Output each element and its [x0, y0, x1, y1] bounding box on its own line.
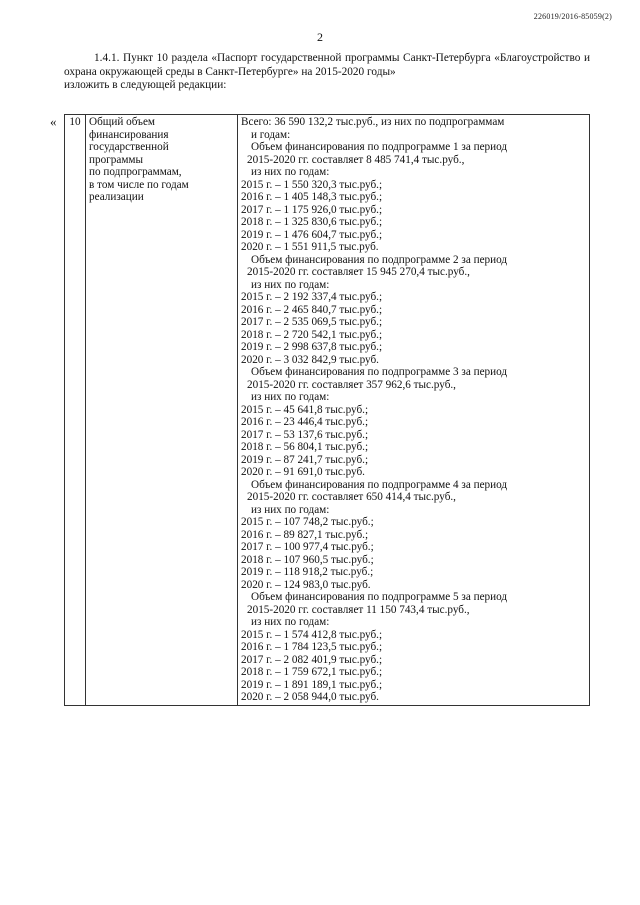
year-amount-line: 2020 г. – 2 058 944,0 тыс.руб. — [241, 691, 379, 703]
subprogram-heading: Объем финансирования по подпрограмме 3 за период — [251, 366, 508, 378]
year-amount-line: 2015 г. – 45 641,8 тыс.руб.; — [241, 403, 369, 416]
year-amount-line: 2017 г. – 2 535 069,5 тыс.руб.; — [241, 316, 383, 328]
year-amount-line: 2016 г. – 2 465 840,7 тыс.руб.; — [241, 303, 383, 316]
subprogram-total: 2015-2020 гг. составляет 650 414,4 тыс.руб., — [247, 491, 456, 503]
year-amount-line: 2015 г. – 1 574 412,8 тыс.руб.; — [241, 628, 383, 641]
year-amount-line: 2019 г. – 1 476 604,7 тыс.руб.; — [241, 228, 383, 241]
year-amount-line: 2019 г. – 1 891 189,1 тыс.руб.; — [241, 678, 383, 691]
intro-text: 1.4.1. Пункт 10 раздела «Паспорт государственной программы Санкт-Петербурга «Благоустройство и охрана окружающей среды в Санкт-Петербурге» на 2015-2020 годы» — [64, 52, 590, 78]
year-amount-line: 2017 г. – 1 175 926,0 тыс.руб.; — [241, 203, 383, 216]
name-line: в том числе по годам — [89, 178, 189, 191]
year-amount-line: 2015 г. – 2 192 337,4 тыс.руб.; — [241, 291, 383, 303]
subprogram-heading: Объем финансирования по подпрограмме 1 за период — [251, 141, 508, 153]
year-amount-line: 2017 г. – 53 137,6 тыс.руб.; — [241, 428, 369, 441]
total-line: Всего: 36 590 132,2 тыс.руб., из них по подпрограммам — [241, 116, 505, 128]
open-quote-mark: « — [50, 114, 57, 129]
passport-table — [64, 114, 590, 706]
name-line: программы — [89, 153, 143, 166]
name-line: реализации — [89, 191, 144, 203]
year-amount-line: 2018 г. – 1 325 830,6 тыс.руб.; — [241, 216, 383, 228]
year-amount-line: 2019 г. – 118 918,2 тыс.руб.; — [241, 566, 374, 578]
year-amount-line: 2019 г. – 2 998 637,8 тыс.руб.; — [241, 341, 383, 353]
name-line: Общий объем — [89, 116, 155, 128]
document-code: 226019/2016-85059(2) — [533, 12, 612, 21]
year-amount-line: 2020 г. – 3 032 842,9 тыс.руб. — [241, 353, 379, 366]
subprogram-total: 2015-2020 гг. составляет 8 485 741,4 тыс.руб., — [247, 153, 465, 166]
years-label: из них по годам: — [251, 391, 330, 403]
year-amount-line: 2017 г. – 100 977,4 тыс.руб.; — [241, 541, 374, 553]
year-amount-line: 2018 г. – 1 759 672,1 тыс.руб.; — [241, 666, 383, 678]
years-label: из них по годам: — [251, 166, 330, 178]
subprogram-total: 2015-2020 гг. составляет 357 962,6 тыс.руб., — [247, 378, 456, 391]
year-amount-line: 2018 г. – 107 960,5 тыс.руб.; — [241, 553, 374, 566]
name-line: государственной — [89, 141, 169, 153]
year-amount-line: 2019 г. – 87 241,7 тыс.руб.; — [241, 453, 369, 466]
intro-paragraph — [64, 52, 590, 93]
years-label: из них по годам: — [251, 503, 330, 516]
name-line: финансирования — [89, 128, 169, 141]
year-amount-line: 2016 г. – 89 827,1 тыс.руб.; — [241, 528, 369, 541]
years-label: из них по годам: — [251, 278, 330, 291]
year-amount-line: 2017 г. – 2 082 401,9 тыс.руб.; — [241, 653, 383, 666]
year-amount-line: 2018 г. – 2 720 542,1 тыс.руб.; — [241, 328, 383, 341]
years-label: из них по годам: — [251, 616, 330, 628]
year-amount-line: 2016 г. – 23 446,4 тыс.руб.; — [241, 416, 369, 428]
page-number: 2 — [317, 30, 323, 44]
year-amount-line: 2015 г. – 107 748,2 тыс.руб.; — [241, 516, 374, 528]
subprogram-total: 2015-2020 гг. составляет 11 150 743,4 тыс.руб., — [247, 603, 470, 616]
table-row — [65, 115, 590, 706]
year-amount-line: 2016 г. – 1 405 148,3 тыс.руб.; — [241, 191, 383, 203]
year-amount-line: 2015 г. – 1 550 320,3 тыс.руб.; — [241, 178, 383, 191]
year-amount-line: 2016 г. – 1 784 123,5 тыс.руб.; — [241, 641, 383, 653]
subprogram-heading: Объем финансирования по подпрограмме 5 за период — [251, 591, 508, 603]
year-amount-line: 2020 г. – 1 551 911,5 тыс.руб. — [241, 241, 379, 253]
name-line: по подпрограммам, — [89, 166, 182, 178]
row-content-cell — [238, 115, 590, 706]
subprogram-total: 2015-2020 гг. составляет 15 945 270,4 тыс.руб., — [247, 266, 470, 278]
year-amount-line: 2020 г. – 91 691,0 тыс.руб. — [241, 466, 365, 478]
subprogram-heading: Объем финансирования по подпрограмме 2 за период — [251, 253, 508, 266]
intro-text-end: изложить в следующей редакции: — [64, 79, 227, 91]
year-amount-line: 2018 г. – 56 804,1 тыс.руб.; — [241, 441, 369, 453]
row-name-cell — [86, 115, 238, 706]
year-amount-line: 2020 г. – 124 983,0 тыс.руб. — [241, 578, 371, 591]
row-number-cell: 10 — [65, 115, 86, 706]
subprogram-heading: Объем финансирования по подпрограмме 4 за период — [251, 478, 508, 491]
total-line-continued: и годам: — [251, 128, 291, 141]
